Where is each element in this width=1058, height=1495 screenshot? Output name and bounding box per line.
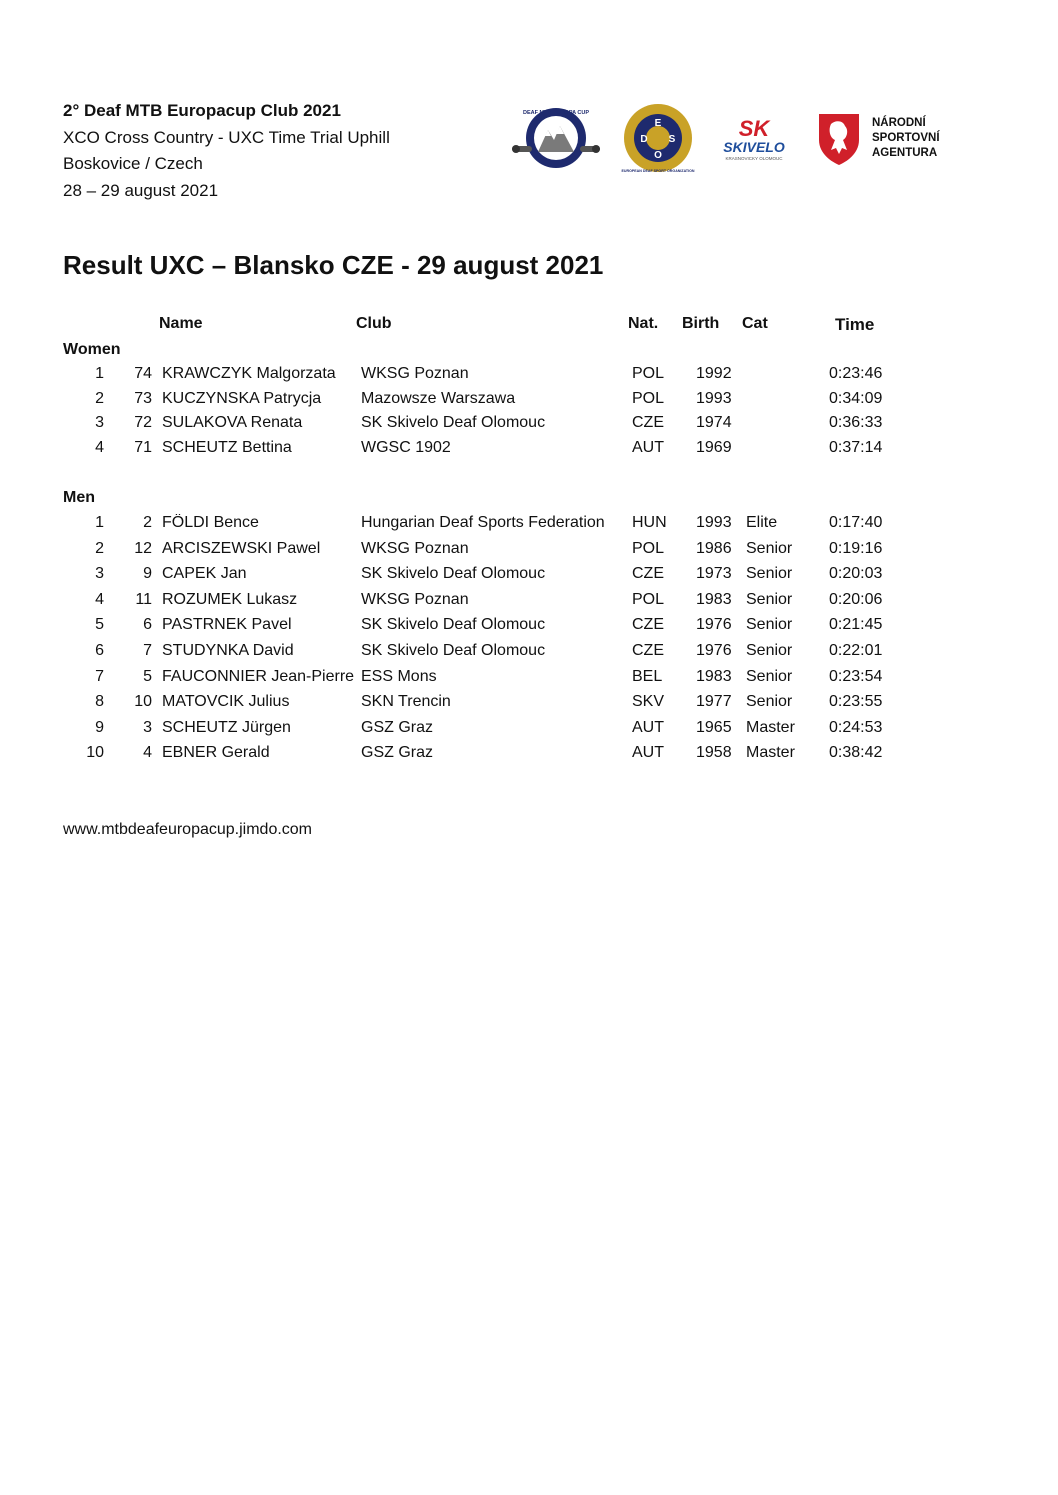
cell-cat: Senior bbox=[746, 565, 793, 583]
table-row bbox=[0, 414, 1058, 438]
section-men: Men bbox=[63, 489, 95, 506]
table-row bbox=[0, 439, 1058, 463]
col-header-club: Club bbox=[356, 315, 392, 332]
col-header-nat: Nat. bbox=[628, 315, 659, 332]
cell-birth: 1965 bbox=[696, 718, 732, 736]
cell-time: 0:24:53 bbox=[829, 718, 883, 736]
table-row bbox=[0, 591, 1058, 615]
cell-time: 0:37:14 bbox=[829, 439, 883, 457]
cell-rank: 8 bbox=[95, 693, 104, 711]
cell-num: 72 bbox=[134, 414, 152, 432]
cell-name: CAPEK Jan bbox=[162, 565, 247, 583]
cell-name: KUCZYNSKA Patrycja bbox=[162, 389, 322, 407]
table-row bbox=[0, 390, 1058, 414]
cell-time: 0:23:46 bbox=[829, 365, 883, 382]
cell-name: PASTRNEK Pavel bbox=[162, 616, 292, 634]
cell-name: SCHEUTZ Jürgen bbox=[162, 718, 291, 736]
cell-rank: 7 bbox=[95, 667, 104, 685]
cell-birth: 1976 bbox=[696, 616, 732, 634]
deaf-mtb-europa-cup-logo bbox=[508, 104, 604, 174]
cell-club: Hungarian Deaf Sports Federation bbox=[361, 514, 605, 531]
cell-rank: 4 bbox=[95, 439, 104, 457]
cell-rank: 4 bbox=[95, 590, 104, 608]
cell-cat: Senior bbox=[746, 616, 793, 634]
cell-time: 0:23:55 bbox=[829, 693, 883, 711]
table-row bbox=[0, 642, 1058, 666]
cell-nat: POL bbox=[632, 539, 665, 557]
table-row bbox=[0, 719, 1058, 743]
cell-rank: 3 bbox=[95, 565, 104, 583]
deaf-mtb-logo-text: DEAF MTB EUROPA CUP bbox=[523, 110, 589, 116]
cell-name: FAUCONNIER Jean-Pierre bbox=[162, 667, 355, 685]
cell-club: WKSG Poznan bbox=[361, 590, 469, 608]
cell-num: 5 bbox=[143, 667, 152, 685]
cell-nat: POL bbox=[632, 389, 665, 407]
cell-cat: Senior bbox=[746, 590, 793, 608]
cell-birth: 1983 bbox=[696, 667, 732, 685]
cell-time: 0:19:16 bbox=[829, 539, 883, 557]
cell-num: 71 bbox=[134, 439, 152, 457]
col-header-cat: Cat bbox=[742, 315, 768, 332]
cell-rank: 2 bbox=[95, 539, 104, 557]
cell-nat: CZE bbox=[632, 642, 664, 659]
table-row bbox=[0, 365, 1058, 389]
cell-rank: 6 bbox=[95, 642, 104, 659]
cell-num: 7 bbox=[143, 642, 152, 659]
cell-nat: SKV bbox=[632, 693, 665, 711]
cell-nat: POL bbox=[632, 365, 665, 382]
cell-rank: 1 bbox=[95, 365, 104, 382]
cell-rank: 1 bbox=[95, 514, 104, 531]
cell-num: 9 bbox=[143, 565, 152, 583]
cell-nat: CZE bbox=[632, 414, 664, 432]
nsa-crest-icon bbox=[816, 110, 862, 166]
cell-time: 0:22:01 bbox=[829, 642, 883, 659]
cell-name: KRAWCZYK Malgorzata bbox=[162, 365, 336, 382]
cell-rank: 10 bbox=[86, 744, 104, 762]
cell-num: 6 bbox=[143, 616, 152, 634]
nsa-line-2: SPORTOVNÍ bbox=[872, 132, 940, 144]
edso-letter-e: E bbox=[654, 118, 662, 129]
col-header-time: Time bbox=[835, 315, 875, 334]
cell-birth: 1986 bbox=[696, 539, 732, 557]
edso-letter-s: S bbox=[668, 134, 676, 145]
cell-club: WKSG Poznan bbox=[361, 365, 469, 382]
cell-club: GSZ Graz bbox=[361, 744, 434, 762]
cell-birth: 1983 bbox=[696, 590, 732, 608]
table-row bbox=[0, 744, 1058, 768]
cell-rank: 2 bbox=[95, 389, 104, 407]
cell-name: EBNER Gerald bbox=[162, 744, 270, 762]
cell-cat: Master bbox=[746, 718, 795, 736]
col-header-name: Name bbox=[159, 315, 203, 332]
nsa-line-1: NÁRODNÍ bbox=[872, 117, 926, 129]
cell-club: ESS Mons bbox=[361, 667, 437, 685]
cell-nat: HUN bbox=[632, 514, 667, 531]
cell-time: 0:34:09 bbox=[829, 389, 883, 407]
cell-club: GSZ Graz bbox=[361, 718, 434, 736]
cell-name: ROZUMEK Lukasz bbox=[162, 590, 298, 608]
cell-cat: Master bbox=[746, 744, 795, 762]
cell-birth: 1993 bbox=[696, 389, 732, 407]
cell-time: 0:36:33 bbox=[829, 414, 883, 432]
cell-nat: AUT bbox=[632, 439, 664, 457]
cell-num: 10 bbox=[134, 693, 152, 711]
cell-num: 74 bbox=[134, 365, 152, 382]
col-header-birth: Birth bbox=[682, 315, 720, 332]
cell-nat: CZE bbox=[632, 616, 664, 634]
cell-nat: BEL bbox=[632, 667, 663, 685]
cell-club: SK Skivelo Deaf Olomouc bbox=[361, 616, 546, 634]
cell-name: MATOVCIK Julius bbox=[162, 693, 290, 711]
cell-time: 0:21:45 bbox=[829, 616, 883, 634]
cell-birth: 1969 bbox=[696, 439, 732, 457]
cell-name: SULAKOVA Renata bbox=[162, 414, 303, 432]
table-row bbox=[0, 565, 1058, 589]
cell-club: SKN Trencin bbox=[361, 693, 451, 711]
cell-num: 4 bbox=[143, 744, 152, 762]
nsa-text bbox=[872, 116, 940, 161]
cell-birth: 1993 bbox=[696, 514, 732, 531]
cell-time: 0:38:42 bbox=[829, 744, 883, 762]
skivelo-subtitle: KRASNOVICKY OLOMOUC bbox=[725, 156, 783, 161]
table-row bbox=[0, 616, 1058, 640]
cell-num: 11 bbox=[135, 590, 152, 608]
results-title: Result UXC – Blansko CZE - 29 august 2021 bbox=[63, 250, 604, 280]
cell-club: WGSC 1902 bbox=[361, 439, 451, 457]
cell-birth: 1974 bbox=[696, 414, 732, 432]
cell-name: FÖLDI Bence bbox=[162, 514, 259, 531]
section-women: Women bbox=[63, 341, 121, 358]
cell-nat: AUT bbox=[632, 718, 664, 736]
cell-nat: POL bbox=[632, 590, 665, 608]
cell-rank: 3 bbox=[95, 414, 104, 432]
skivelo-name: SKIVELO bbox=[723, 139, 785, 155]
cell-name: STUDYNKA David bbox=[162, 642, 294, 659]
event-header bbox=[63, 98, 390, 204]
nsa-line-3: AGENTURA bbox=[872, 147, 938, 159]
edso-letter-d: D bbox=[640, 134, 648, 145]
event-title: 2° Deaf MTB Europacup Club 2021 bbox=[63, 101, 341, 120]
event-location: Boskovice / Czech bbox=[63, 154, 203, 173]
cell-cat: Senior bbox=[746, 667, 793, 685]
cell-club: Mazowsze Warszawa bbox=[361, 389, 516, 407]
cell-num: 73 bbox=[134, 389, 152, 407]
skivelo-logo bbox=[708, 114, 804, 164]
cell-birth: 1992 bbox=[696, 365, 732, 382]
cell-birth: 1976 bbox=[696, 642, 732, 659]
cell-time: 0:17:40 bbox=[829, 514, 883, 531]
event-dates: 28 – 29 august 2021 bbox=[63, 180, 219, 200]
cell-cat: Senior bbox=[746, 693, 793, 711]
edso-logo bbox=[620, 102, 696, 174]
footer-url: www.mtbdeafeuropacup.jimdo.com bbox=[63, 821, 313, 838]
cell-rank: 5 bbox=[95, 616, 104, 634]
table-row bbox=[0, 693, 1058, 717]
edso-letter-o: O bbox=[654, 150, 662, 161]
cell-club: SK Skivelo Deaf Olomouc bbox=[361, 414, 546, 432]
cell-birth: 1958 bbox=[696, 744, 732, 762]
table-row bbox=[0, 514, 1058, 538]
cell-time: 0:20:03 bbox=[829, 565, 883, 583]
cell-time: 0:23:54 bbox=[829, 667, 883, 685]
cell-name: ARCISZEWSKI Pawel bbox=[162, 539, 321, 557]
cell-num: 3 bbox=[143, 718, 152, 736]
cell-nat: CZE bbox=[632, 565, 664, 583]
cell-cat: Elite bbox=[746, 514, 778, 531]
table-row bbox=[0, 668, 1058, 692]
skivelo-mark: SK bbox=[738, 116, 770, 141]
cell-club: SK Skivelo Deaf Olomouc bbox=[361, 642, 546, 659]
cell-num: 12 bbox=[134, 539, 152, 557]
cell-birth: 1977 bbox=[696, 693, 732, 711]
table-row bbox=[0, 540, 1058, 564]
event-discipline: XCO Cross Country - UXC Time Trial Uphill bbox=[63, 127, 390, 147]
cell-rank: 9 bbox=[95, 718, 104, 736]
cell-cat: Senior bbox=[746, 539, 793, 557]
cell-time: 0:20:06 bbox=[829, 590, 883, 608]
edso-ring-text: EUROPEAN DEAF SPORT ORGANIZATION bbox=[621, 169, 695, 173]
cell-club: SK Skivelo Deaf Olomouc bbox=[361, 565, 546, 583]
cell-cat: Senior bbox=[746, 642, 793, 659]
cell-name: SCHEUTZ Bettina bbox=[162, 439, 292, 457]
cell-num: 2 bbox=[143, 514, 152, 531]
cell-nat: AUT bbox=[632, 744, 664, 762]
cell-club: WKSG Poznan bbox=[361, 539, 469, 557]
cell-birth: 1973 bbox=[696, 565, 732, 583]
